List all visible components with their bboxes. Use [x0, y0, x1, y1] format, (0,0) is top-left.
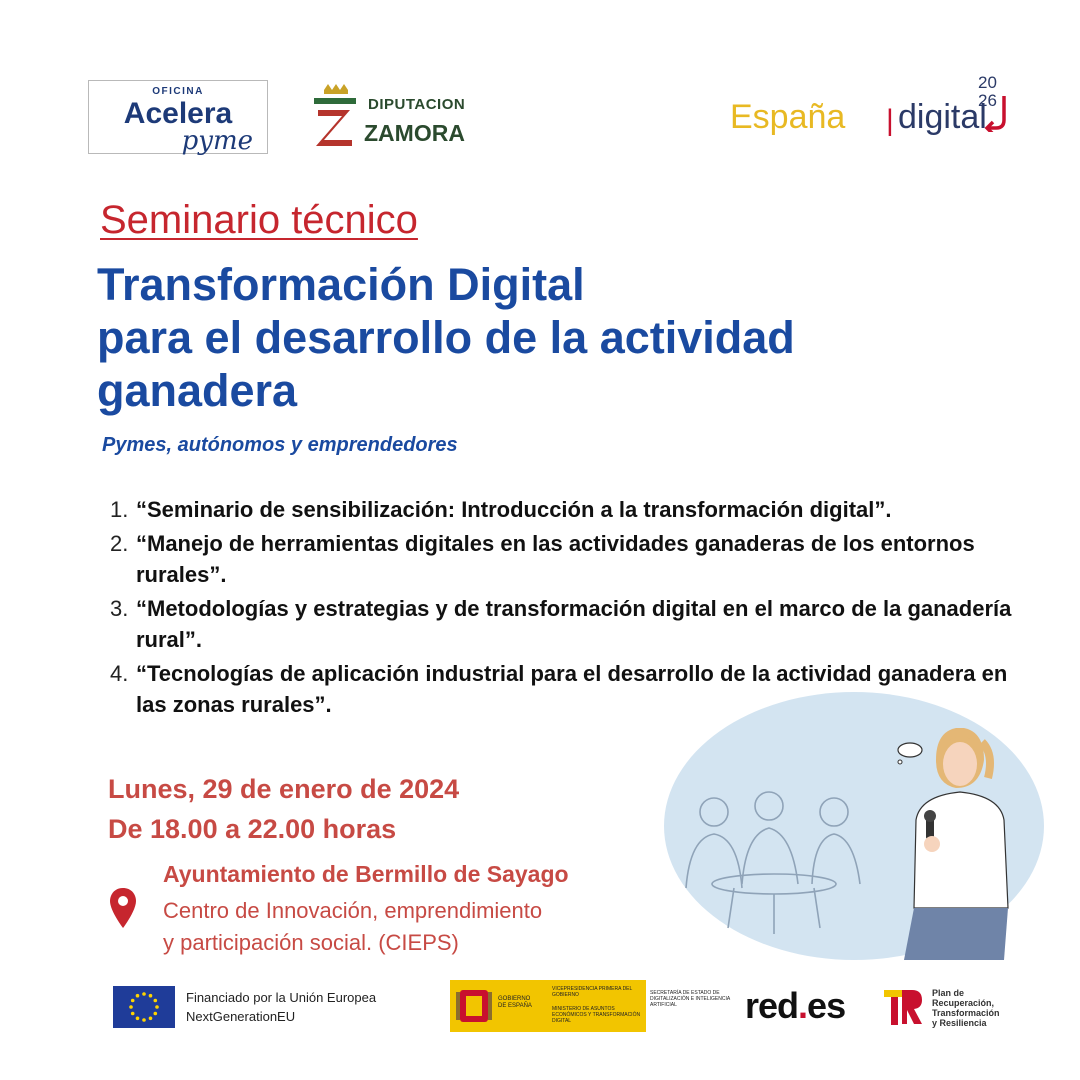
pyme-label: pyme — [181, 126, 253, 156]
seminario-heading: Seminario técnico — [100, 198, 418, 242]
plan-line-3: Transformación — [932, 1008, 1000, 1018]
plan-line-1: Plan de — [932, 988, 965, 998]
eu-star — [142, 992, 146, 996]
eu-star — [149, 994, 153, 998]
zamora-emblem-icon — [310, 84, 360, 150]
vicepresidencia-label: VICEPRESIDENCIA PRIMERA DEL GOBIERNO — [552, 986, 633, 998]
title-line-1: Transformación Digital — [97, 259, 585, 310]
espana-digital-logo — [728, 74, 1018, 144]
location-pin-icon — [108, 886, 138, 932]
acelera-label: Acelera — [123, 97, 233, 130]
list-item — [110, 593, 1020, 655]
secretaria-label: SECRETARÍA DE ESTADO DE DIGITALIZACIÓN E INTELIGENCIA ARTIFICIAL — [650, 990, 730, 1008]
plan-line-4: y Resiliencia — [932, 1018, 987, 1028]
espana-separator: | — [886, 104, 894, 137]
speaker-illustration — [664, 688, 1048, 960]
list-number: 1. — [110, 497, 129, 522]
event-date: Lunes, 29 de enero de 2024 — [108, 774, 460, 804]
venue-name: Ayuntamiento de Bermillo de Sayago — [163, 861, 569, 887]
gobierno-label: GOBIERNO DE ESPAÑA — [498, 996, 532, 1009]
audience-subtitle: Pymes, autónomos y emprendedores — [102, 434, 458, 456]
ministerio-label: MINISTERIO DE ASUNTOS ECONÓMICOS Y TRANSFORMACIÓN DIGITAL — [552, 1006, 641, 1024]
eu-funding-line-2: NextGenerationEU — [186, 1009, 296, 1024]
list-item — [110, 494, 1020, 525]
venue-line-2: Centro de Innovación, emprendimiento — [163, 898, 543, 923]
acelera-pyme-logo — [88, 80, 268, 154]
diputacion-zamora-logo — [310, 84, 485, 150]
red-es-logo — [745, 985, 845, 1027]
title-line-2: para el desarrollo de la actividad — [97, 312, 795, 363]
plan-tr-icon — [880, 984, 926, 1030]
event-time: De 18.00 a 22.00 horas — [108, 814, 397, 844]
list-item — [110, 528, 1020, 590]
eu-star — [154, 999, 158, 1003]
list-number: 4. — [110, 661, 129, 686]
list-number: 3. — [110, 596, 129, 621]
gobierno-espana-logo — [450, 980, 730, 1032]
list-number: 2. — [110, 531, 129, 556]
eu-funding-line-1: Financiado por la Unión Europea — [186, 990, 377, 1005]
eu-star — [136, 994, 140, 998]
eu-star — [131, 1012, 135, 1016]
red-es-part-b: es — [807, 985, 846, 1026]
eu-star — [155, 1005, 159, 1009]
eu-star — [149, 1017, 153, 1021]
list-text: “Tecnologías de aplicación industrial para el desarrollo de la actividad ganadera en las zonas rurales”. — [136, 661, 1008, 717]
year-top-label: 20 — [978, 73, 997, 92]
eu-star — [129, 1005, 133, 1009]
red-es-part-a: red — [745, 985, 799, 1026]
page-title — [97, 258, 997, 417]
espana-label: España — [730, 98, 846, 136]
arrow-hook-icon — [984, 94, 1010, 132]
eu-flag-icon — [113, 986, 175, 1028]
title-line-3: ganadera — [97, 365, 298, 416]
plan-recuperacion-logo — [880, 984, 1010, 1030]
list-text: “Manejo de herramientas digitales en las actividades ganaderas de los entornos rurales”. — [136, 531, 975, 587]
red-es-dot: . — [798, 985, 808, 1026]
zamora-label: ZAMORA — [364, 120, 465, 146]
acelera-oficina-label: OFICINA — [148, 86, 208, 97]
plan-line-2: Recuperación, — [932, 998, 995, 1008]
eu-star — [136, 1017, 140, 1021]
eu-star — [142, 1018, 146, 1022]
year-bottom-label: 26 — [978, 91, 997, 110]
list-text: “Seminario de sensibilización: Introducción a la transformación digital”. — [136, 497, 892, 522]
list-text: “Metodologías y estrategias y de transformación digital en el marco de la ganadería rural”. — [136, 596, 1012, 652]
venue-line-3: y participación social. (CIEPS) — [163, 930, 459, 955]
digital-label: digital — [898, 98, 987, 136]
coat-of-arms-icon — [456, 986, 492, 1026]
diputacion-label: DIPUTACION — [368, 96, 466, 113]
eu-star — [154, 1012, 158, 1016]
eu-star — [131, 999, 135, 1003]
